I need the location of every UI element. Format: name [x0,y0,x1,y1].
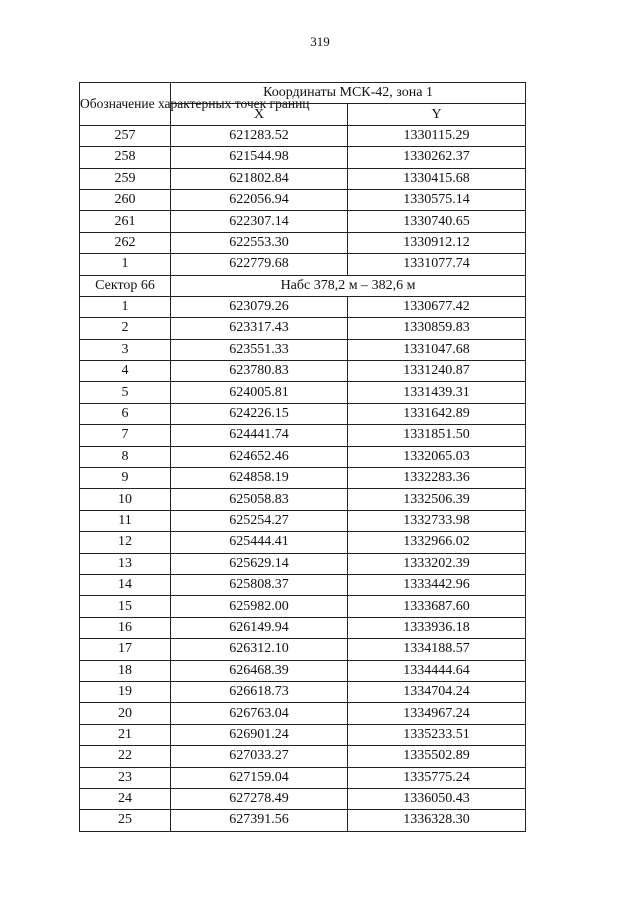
coordinates-title-header: Координаты МСК-42, зона 1 [171,83,526,104]
table-row [80,254,526,275]
coordinates-table [79,82,526,832]
point-id-cell: 23 [80,767,171,788]
point-id-cell: 18 [80,660,171,681]
y-cell: 1335502.89 [348,746,526,767]
section-row [80,275,526,296]
table-row [80,168,526,189]
y-cell: 1334444.64 [348,660,526,681]
y-cell: 1335775.24 [348,767,526,788]
x-header: X [171,104,348,125]
point-id-cell: 257 [80,125,171,146]
y-cell: 1336050.43 [348,788,526,809]
point-id-cell: 261 [80,211,171,232]
x-cell: 624441.74 [171,425,348,446]
x-cell: 625058.83 [171,489,348,510]
x-cell: 623317.43 [171,318,348,339]
point-id-cell: 6 [80,403,171,424]
point-id-cell: 13 [80,553,171,574]
y-cell: 1334704.24 [348,681,526,702]
point-id-cell: 24 [80,788,171,809]
y-cell: 1333202.39 [348,553,526,574]
x-cell: 624858.19 [171,468,348,489]
point-id-cell: 11 [80,510,171,531]
y-header: Y [348,104,526,125]
x-cell: 623780.83 [171,361,348,382]
y-cell: 1330677.42 [348,296,526,317]
table-row [80,382,526,403]
point-id-cell: 16 [80,617,171,638]
y-cell: 1331047.68 [348,339,526,360]
table-row [80,468,526,489]
point-id-cell: 260 [80,189,171,210]
table-row [80,318,526,339]
x-cell: 626468.39 [171,660,348,681]
table-body-top [80,125,526,275]
x-cell: 622553.30 [171,232,348,253]
x-cell: 625629.14 [171,553,348,574]
table-row [80,403,526,424]
y-cell: 1336328.30 [348,810,526,831]
table-row [80,232,526,253]
table-row [80,425,526,446]
x-cell: 623079.26 [171,296,348,317]
y-cell: 1333442.96 [348,574,526,595]
x-cell: 627159.04 [171,767,348,788]
x-cell: 626618.73 [171,681,348,702]
section-row-group [80,275,526,296]
table-row [80,189,526,210]
y-cell: 1330415.68 [348,168,526,189]
table-row [80,489,526,510]
table-row [80,339,526,360]
y-cell: 1334967.24 [348,703,526,724]
x-cell: 625254.27 [171,510,348,531]
point-id-cell: 1 [80,254,171,275]
point-id-cell: 7 [80,425,171,446]
table-row [80,125,526,146]
table-row [80,639,526,660]
point-id-cell: 14 [80,574,171,595]
point-id-cell: 259 [80,168,171,189]
y-cell: 1331240.87 [348,361,526,382]
y-cell: 1331439.31 [348,382,526,403]
x-cell: 622307.14 [171,211,348,232]
table-row [80,703,526,724]
table-row [80,296,526,317]
y-cell: 1331642.89 [348,403,526,424]
point-id-cell: 17 [80,639,171,660]
point-id-cell: 2 [80,318,171,339]
x-cell: 624005.81 [171,382,348,403]
point-id-cell: 262 [80,232,171,253]
section-label: Сектор 66 [80,275,171,296]
x-cell: 627033.27 [171,746,348,767]
table-row [80,361,526,382]
point-id-cell: 258 [80,147,171,168]
table-row [80,810,526,831]
header-row [80,83,526,104]
point-id-cell: 20 [80,703,171,724]
y-cell: 1332733.98 [348,510,526,531]
table-row [80,746,526,767]
x-cell: 625982.00 [171,596,348,617]
table-body-bottom [80,296,526,831]
table-row [80,510,526,531]
y-cell: 1332966.02 [348,532,526,553]
x-cell: 625808.37 [171,574,348,595]
y-cell: 1332283.36 [348,468,526,489]
table-row [80,574,526,595]
point-designation-header: Обозначение характерных точек границ [80,83,171,126]
table-row [80,147,526,168]
x-cell: 626149.94 [171,617,348,638]
x-cell: 622779.68 [171,254,348,275]
point-id-cell: 12 [80,532,171,553]
point-id-cell: 10 [80,489,171,510]
x-cell: 626763.04 [171,703,348,724]
point-id-cell: 1 [80,296,171,317]
x-cell: 623551.33 [171,339,348,360]
x-cell: 626312.10 [171,639,348,660]
point-id-cell: 22 [80,746,171,767]
x-cell: 626901.24 [171,724,348,745]
y-cell: 1330912.12 [348,232,526,253]
x-cell: 627391.56 [171,810,348,831]
table-row [80,788,526,809]
table-row [80,553,526,574]
x-cell: 621283.52 [171,125,348,146]
table-row [80,596,526,617]
y-cell: 1332506.39 [348,489,526,510]
point-id-cell: 3 [80,339,171,360]
point-id-cell: 9 [80,468,171,489]
y-cell: 1332065.03 [348,446,526,467]
x-cell: 624652.46 [171,446,348,467]
table-row [80,446,526,467]
y-cell: 1333687.60 [348,596,526,617]
section-height: Набс 378,2 м – 382,6 м [171,275,526,296]
table-row [80,767,526,788]
table-row [80,617,526,638]
table-row [80,681,526,702]
table-row [80,532,526,553]
y-cell: 1330262.37 [348,147,526,168]
y-cell: 1330115.29 [348,125,526,146]
x-cell: 621544.98 [171,147,348,168]
y-cell: 1330740.65 [348,211,526,232]
y-cell: 1330859.83 [348,318,526,339]
point-id-cell: 8 [80,446,171,467]
y-cell: 1333936.18 [348,617,526,638]
point-id-cell: 4 [80,361,171,382]
point-id-cell: 5 [80,382,171,403]
x-cell: 622056.94 [171,189,348,210]
y-cell: 1331077.74 [348,254,526,275]
point-id-cell: 15 [80,596,171,617]
table-row [80,211,526,232]
x-cell: 627278.49 [171,788,348,809]
x-cell: 624226.15 [171,403,348,424]
point-id-cell: 21 [80,724,171,745]
y-cell: 1335233.51 [348,724,526,745]
x-cell: 625444.41 [171,532,348,553]
table-row [80,724,526,745]
point-id-cell: 19 [80,681,171,702]
table-row [80,660,526,681]
point-id-cell: 25 [80,810,171,831]
y-cell: 1330575.14 [348,189,526,210]
page-number: 319 [310,34,330,49]
y-cell: 1334188.57 [348,639,526,660]
y-cell: 1331851.50 [348,425,526,446]
x-cell: 621802.84 [171,168,348,189]
